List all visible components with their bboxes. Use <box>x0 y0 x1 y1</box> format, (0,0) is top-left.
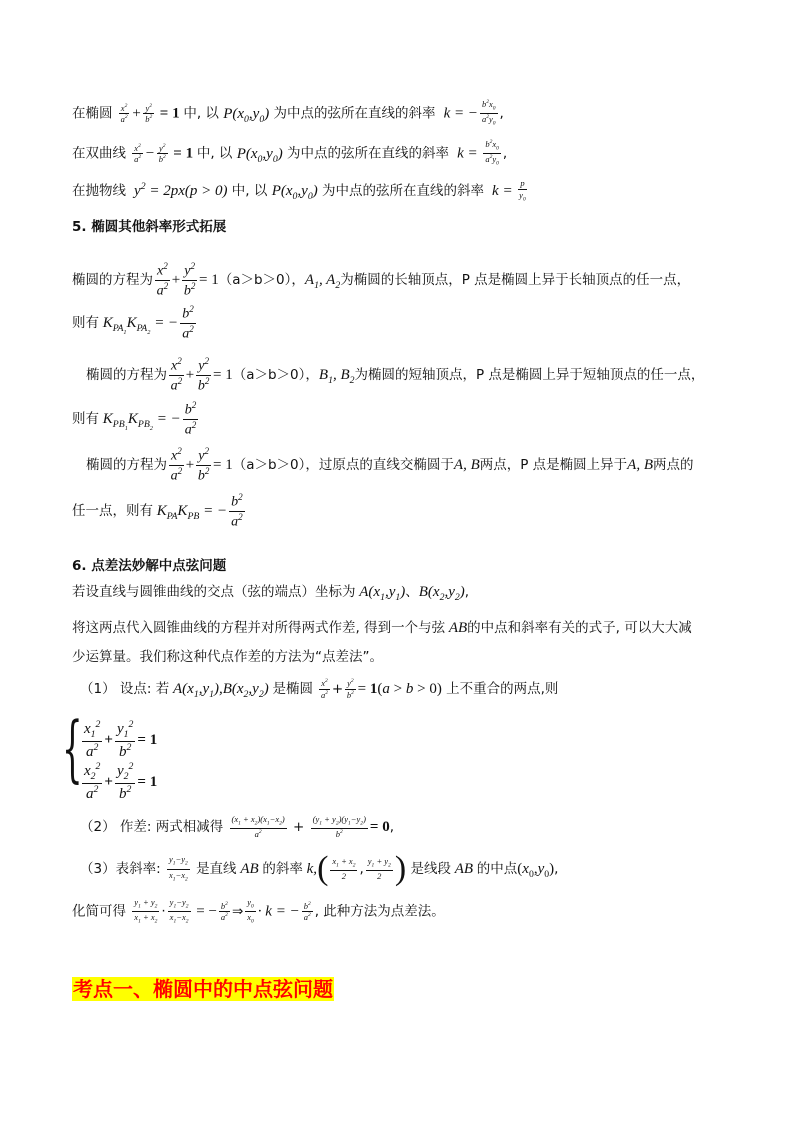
system-eq2: $\frac{x_2^2}{a^2}$ + $\frac{y_2^2}{b^2}$ = 1 <box>84 761 158 802</box>
formula: = 1(a > b > 0) <box>357 681 442 697</box>
parabola-midpoint-slope-line <box>72 177 529 207</box>
text: 的中点和斜率有关的式子, 可以大大减 <box>467 620 692 636</box>
formula-fraction: $\frac{y_1 + y_2}{x_1 + x_2}$ <box>134 897 158 925</box>
section5-para3: 椭圆的方程为 $\frac{x^2}{a^2}$ + $\frac{y^2}{b^2}$ = 1（a＞b＞0），过原点的直线交椭圆于A, B两点，P 点是椭圆上异于A, B两点的 <box>86 446 694 484</box>
formula-fraction: $\frac{b^2}{a^2}$ <box>184 400 197 438</box>
formula-fraction: $\frac{x_1 + x_2}{2}$ <box>332 856 356 882</box>
formula: A, B <box>627 457 653 474</box>
section5-para1-result <box>72 305 198 343</box>
formula: AB <box>445 620 468 636</box>
text: 为中点的弦所在直线的斜率 <box>273 105 436 122</box>
formula-fraction: $\frac{(y_1 + y_2)(y_1-y_2)}{b^2}$ <box>312 814 366 840</box>
text: 在双曲线 <box>72 145 126 162</box>
section6-step1: （1） 设点: 若 $A(x_1,y_1),B(x_2,y_2)$ 是椭圆 $\frac{x^2}{a^2}$ + $\frac{y^2}{b^2}$ = 1(a > b > 0) 上不重合的两点,则 <box>80 678 559 700</box>
formula-fraction: $\frac{x^2}{a^2}$ <box>120 102 128 125</box>
section6-step2: （2） 作差: 两式相减得 $\frac{(x_1 + x_2)(x_1-x_2)}{a^2}$ + $\frac{(y_1 + y_2)(y_1-y_2)}{b^2}$ = 0, <box>80 814 395 840</box>
text: 若设直线与圆锥曲线的交点（弦的端点）坐标为 <box>72 584 356 600</box>
formula-fraction: $\frac{x^2}{a^2}$ <box>170 446 183 484</box>
formula-fraction: $\frac{y_1-y_2}{x_1-x_2}$ <box>169 897 189 925</box>
text: 是椭圆 <box>272 681 313 697</box>
formula-fraction: $\frac{x^2}{a^2}$ <box>170 356 183 394</box>
section6-intro1: 若设直线与圆锥曲线的交点（弦的端点）坐标为 $A(x_1,y_1)$、$B(x_2,y_2)$, <box>72 584 470 603</box>
formula-fraction: $\frac{y_0}{x_0}$ <box>247 897 254 925</box>
system-brace: { <box>62 706 83 790</box>
topic-heading <box>72 975 334 1006</box>
formula: $A(x_1,y_1),B(x_2,y_2)$ <box>169 681 273 700</box>
formula: AB <box>236 861 263 877</box>
section5-para2-result <box>72 401 200 439</box>
text: （a＞b＞0）， <box>218 272 305 289</box>
text: 是直线 <box>196 861 237 877</box>
formula: $K_{PA_1}K_{PA_2}$ = − <box>99 315 179 337</box>
formula: $P(x_0,y_0)$ <box>236 145 283 165</box>
formula-fraction: $\frac{b^2}{a^2}$ <box>231 492 243 530</box>
text: 中, 以 <box>183 105 219 122</box>
formula: $K_{PA}K_{PB}$ = − <box>153 503 228 523</box>
formula-fraction: $\frac{x_1^2}{a^2}$ <box>84 719 101 760</box>
text: 两点的 <box>653 457 694 474</box>
formula-fraction: $\frac{y_2^2}{b^2}$ <box>116 761 134 802</box>
text: 两点，P 点是椭圆上异于 <box>479 457 628 474</box>
text: 任一点，则有 <box>72 503 153 520</box>
section5-para1: 椭圆的方程为 $\frac{x^2}{a^2}$ + $\frac{y^2}{b^2}$ = 1（a＞b＞0），$A_1$, $A_2$为椭圆的长轴顶点，P 点是椭圆上异于长轴顶点的任一点， <box>72 261 691 299</box>
formula-fraction: $\frac{b^2x_0}{a^2y_0}$ <box>485 139 499 167</box>
formula-fraction: $\frac{x_2^2}{a^2}$ <box>84 761 101 802</box>
formula: $K_{PB_1}K_{PB_2}$ = − <box>99 411 181 433</box>
section5-para2: 椭圆的方程为 $\frac{x^2}{a^2}$ + $\frac{y^2}{b^2}$ = 1（a＞b＞0），$B_1$, $B_2$为椭圆的短轴顶点，P 点是椭圆上异于短轴顶点的任一点， <box>86 356 705 394</box>
text: 上不重合的两点,则 <box>446 681 559 697</box>
text: 化简可得 <box>72 903 126 920</box>
hyperbola-midpoint-slope-line: 在双曲线 $\frac{x^2}{a^2}$ − $\frac{y^2}{b^2}$ = 1 中, 以 $P(x_0,y_0)$ 为中点的弦所在直线的斜率 k = $\frac{b^2x_0}{a^2y_0}$ , <box>72 139 508 167</box>
text: 中, 以 <box>196 145 233 162</box>
topic-heading-text: 考点一、椭圆中的中点弦问题 <box>73 977 333 1001</box>
formula-fraction: $\frac{y^2}{b^2}$ <box>145 102 153 125</box>
formula-fraction: $\frac{y^2}{b^2}$ <box>197 446 210 484</box>
text: 的中点 <box>476 861 518 877</box>
formula: $P(x_0,y_0)$ <box>271 183 318 202</box>
section5-para3-result <box>72 493 247 529</box>
text: （3）表斜率: <box>80 861 161 877</box>
formula-fraction: $\frac{b^2}{a^2}$ <box>220 900 228 923</box>
text: 的斜率 <box>262 861 303 877</box>
formula: $A_1$, $A_2$ <box>304 272 341 292</box>
section6-simplify: 化简可得 $\frac{y_1 + y_2}{x_1 + x_2}$ · $\frac{y_1-y_2}{x_1-x_2}$ = − $\frac{b^2}{a^2}$ ⇒ $\frac{y_0}{x_0}$ · k = − $\frac{b^2}{a^2}$ , 此种方法为点差法。 <box>72 897 445 925</box>
text: 椭圆的方程为 <box>72 272 153 289</box>
text: 中, 以 <box>231 183 268 199</box>
formula-fraction: $\frac{(x_1 + x_2)(x_1-x_2)}{a^2}$ <box>231 814 285 840</box>
formula-fraction: $\frac{y^2}{b^2}$ <box>346 678 354 700</box>
text: （a＞b＞0），过原点的直线交椭圆于 <box>232 457 454 474</box>
formula-fraction: $\frac{y^2}{b^2}$ <box>158 142 166 165</box>
text: 则有 <box>72 411 99 428</box>
formula: $B(x_2,y_2)$ <box>418 584 465 603</box>
text: （2） 作差: 两式相减得 <box>80 818 224 835</box>
formula: k = − <box>439 105 478 122</box>
text: 为椭圆的长轴顶点，P 点是椭圆上异于长轴顶点的任一点， <box>340 272 691 289</box>
formula: k = <box>488 183 517 199</box>
text: 为中点的弦所在直线的斜率 <box>287 145 450 162</box>
section6-step3: （3）表斜率: $\frac{y_1-y_2}{x_1-x_2}$ 是直线 AB 的斜率 k,( $\frac{x_1 + x_2}{2}$ , $\frac{y_1 + y_2}{2}$ ) 是线段 AB 的中点$(x_0,y_0)$, <box>80 850 559 887</box>
formula: k, <box>302 861 318 877</box>
formula-fraction: $\frac{b^2}{a^2}$ <box>182 304 194 342</box>
formula-fraction: $\frac{y_1^2}{b^2}$ <box>116 719 134 760</box>
section-6-title: 6. 点差法妙解中点弦问题 <box>72 558 227 574</box>
formula: $P(x_0,y_0)$ <box>223 105 270 125</box>
formula-fraction: $\frac{y^2}{b^2}$ <box>183 261 196 299</box>
formula: k = <box>453 145 482 162</box>
formula: $y^2 = 2px(p > 0)$ <box>130 181 228 199</box>
formula: $(x_0,y_0)$ <box>517 861 555 880</box>
system-eq1: $\frac{x_1^2}{a^2}$ + $\frac{y_1^2}{b^2}$ = 1 <box>84 719 158 760</box>
text: 在椭圆 <box>72 105 113 122</box>
text: , 此种方法为点差法。 <box>314 903 445 920</box>
section6-intro2 <box>72 618 692 638</box>
formula: $B_1$, $B_2$ <box>318 367 355 387</box>
formula: AB <box>450 861 477 877</box>
text: 在抛物线 <box>72 183 126 199</box>
formula-fraction: $\frac{y_1-y_2}{x_1-x_2}$ <box>168 854 188 883</box>
formula-fraction: $\frac{x^2}{a^2}$ <box>134 142 142 165</box>
formula-fraction: $\frac{b^2}{a^2}$ <box>303 900 311 923</box>
text: 为椭圆的短轴顶点，P 点是椭圆上异于短轴顶点的任一点， <box>354 367 705 384</box>
formula-fraction: $\frac{y^2}{b^2}$ <box>197 356 210 394</box>
formula-fraction: $\frac{x^2}{a^2}$ <box>156 261 169 299</box>
formula-fraction: $\frac{y_1 + y_2}{2}$ <box>367 856 391 882</box>
section-5-title: 5. 椭圆其他斜率形式拓展 <box>72 219 227 235</box>
ellipse-midpoint-slope-line: 在椭圆 $\frac{x^2}{a^2}$ + $\frac{y^2}{b^2}$ = 1 中, 以 $P(x_0,y_0)$ 为中点的弦所在直线的斜率 k = − $\frac{b^2x_0}{a^2y_0}$ , <box>72 99 504 127</box>
text: 则有 <box>72 315 99 332</box>
formula: $A(x_1,y_1)$ <box>355 584 406 603</box>
formula: A, B <box>453 457 480 474</box>
text: 是线段 <box>410 861 451 877</box>
text: 椭圆的方程为 <box>86 457 167 474</box>
formula-fraction: $\frac{b^2x_0}{a^2y_0}$ <box>481 99 496 127</box>
text: 为中点的弦所在直线的斜率 <box>321 183 484 199</box>
formula-fraction: $\frac{x^2}{a^2}$ <box>321 678 329 700</box>
text: 将这两点代入圆锥曲线的方程并对所得两式作差, 得到一个与弦 <box>72 620 446 636</box>
text: 椭圆的方程为 <box>86 367 167 384</box>
section6-intro3: 少运算量。我们称这种代点作差的方法为“点差法”。 <box>72 649 383 665</box>
formula-fraction: $\frac{p}{y_0}$ <box>519 178 526 203</box>
text: （a＞b＞0）， <box>232 367 319 384</box>
text: （1） 设点: 若 <box>80 681 170 697</box>
